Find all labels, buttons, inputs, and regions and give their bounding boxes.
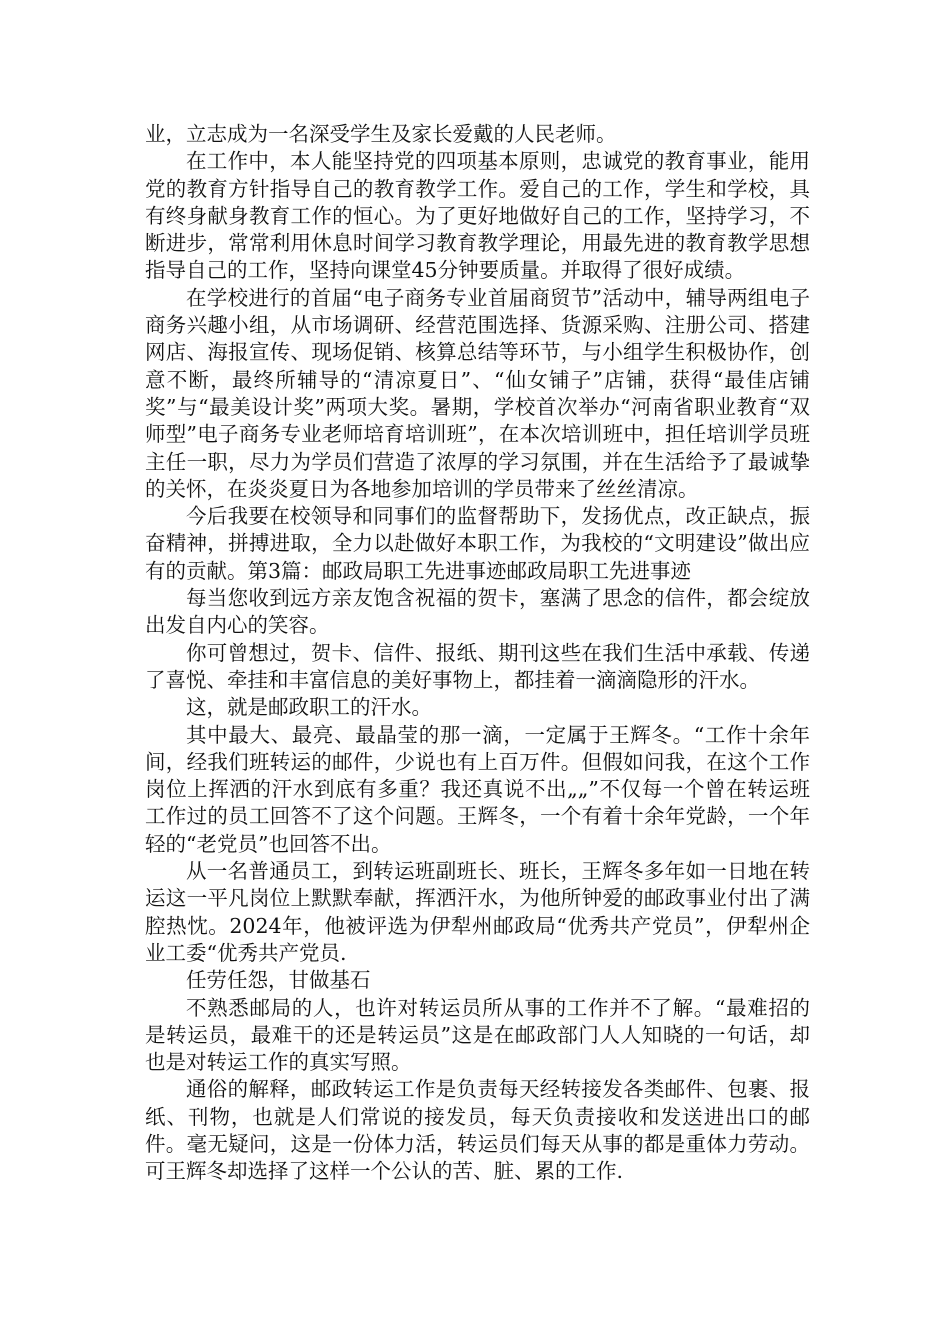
paragraph-1: 业，立志成为一名深受学生及家长爱戴的人民老师。	[145, 122, 617, 146]
paragraph-2: 在工作中，本人能坚持党的四项基本原则，忠诚党的教育事业，能用党的教育方针指导自己的教育教学工作。爱自己的工作，学生和学校，具有终身献身教育工作的恒心。为了更好地做好自己的工作，坚持学习，不断进步，常常利用休息时间学习教育教学理论，用最先进的教育教学思想指导自己的工作，坚持向课堂45分钟要质量。并取得了很好成绩。	[145, 149, 810, 283]
section-heading: 任劳任怨，甘做基石	[186, 968, 371, 993]
paragraph-11: 不熟悉邮局的人，也许对转运员所从事的工作并不了解。“最难招的是转运员，最难干的还是转运员”这是在邮政部门人人知晓的一句话，却也是对转运工作的真实写照。	[145, 995, 810, 1075]
paragraph-3: 在学校进行的首届“电子商务专业首届商贸节”活动中，辅导两组电子商务兴趣小组，从市场调研、经营范围选择、货源采购、注册公司、搭建网店、海报宣传、现场促销、核算总结等环节，与小组学生积极协作，创意不断，最终所辅导的“清凉夏日”、“仙女铺子”店铺，获得“最佳店铺奖”与“最美设计奖”两项大奖。暑期，学校首次举办“河南省职业教育“双师型”电子商务专业老师培育培训班”，在本次培训班中，担任培训学员班主任一职，尽力为学员们营造了浓厚的学习氛围，并在生活给予了最诚挚的关怀，在炎炎夏日为各地参加培训的学员带来了丝丝清凉。	[145, 285, 810, 501]
document-body	[145, 121, 810, 1186]
paragraph-5: 每当您收到远方亲友饱含祝福的贺卡，塞满了思念的信件，都会绽放出发自内心的笑容。	[145, 586, 810, 638]
paragraph-4: 今后我要在校领导和同事们的监督帮助下，发扬优点，改正缺点，振奋精神，拼搏进取，全力以赴做好本职工作，为我校的“文明建设”做出应有的贡献。第3篇：邮政局职工先进事迹邮政局职工先进事迹	[145, 504, 810, 583]
paragraph-7: 这，就是邮政职工的汗水。	[186, 695, 432, 720]
paragraph-6: 你可曾想过，贺卡、信件、报纸、期刊这些在我们生活中承载、传递了喜悦、牵挂和丰富信息的美好事物上，都挂着一滴滴隐形的汗水。	[145, 640, 810, 692]
paragraph-12: 通俗的解释，邮政转运工作是负责每天经转接发各类邮件、包裹、报纸、刊物，也就是人们常说的接发员，每天负责接收和发送进出口的邮件。毫无疑问，这是一份体力活，转运员们每天从事的都是重体力劳动。可王辉冬却选择了这样一个公认的苦、脏、累的工作.	[145, 1077, 810, 1184]
paragraph-9: 从一名普通员工，到转运班副班长、班长，王辉冬多年如一日地在转运这一平凡岗位上默默奉献，挥洒汗水，为他所钟爱的邮政事业付出了满腔热忱。2024年，他被评选为伊犁州邮政局“优秀共产党员”，伊犁州企业工委“优秀共产党员.	[145, 859, 810, 965]
paragraph-8: 其中最大、最亮、最晶莹的那一滴，一定属于王辉冬。“工作十余年间，经我们班转运的邮件，少说也有上百万件。但假如问我，在这个工作岗位上挥洒的汗水到底有多重？我还真说不出„„”不仅每一个曾在转运班工作过的员工回答不了这个问题。王辉冬，一个有着十余年党龄，一个年轻的“老党员”也回答不出。	[145, 722, 810, 856]
